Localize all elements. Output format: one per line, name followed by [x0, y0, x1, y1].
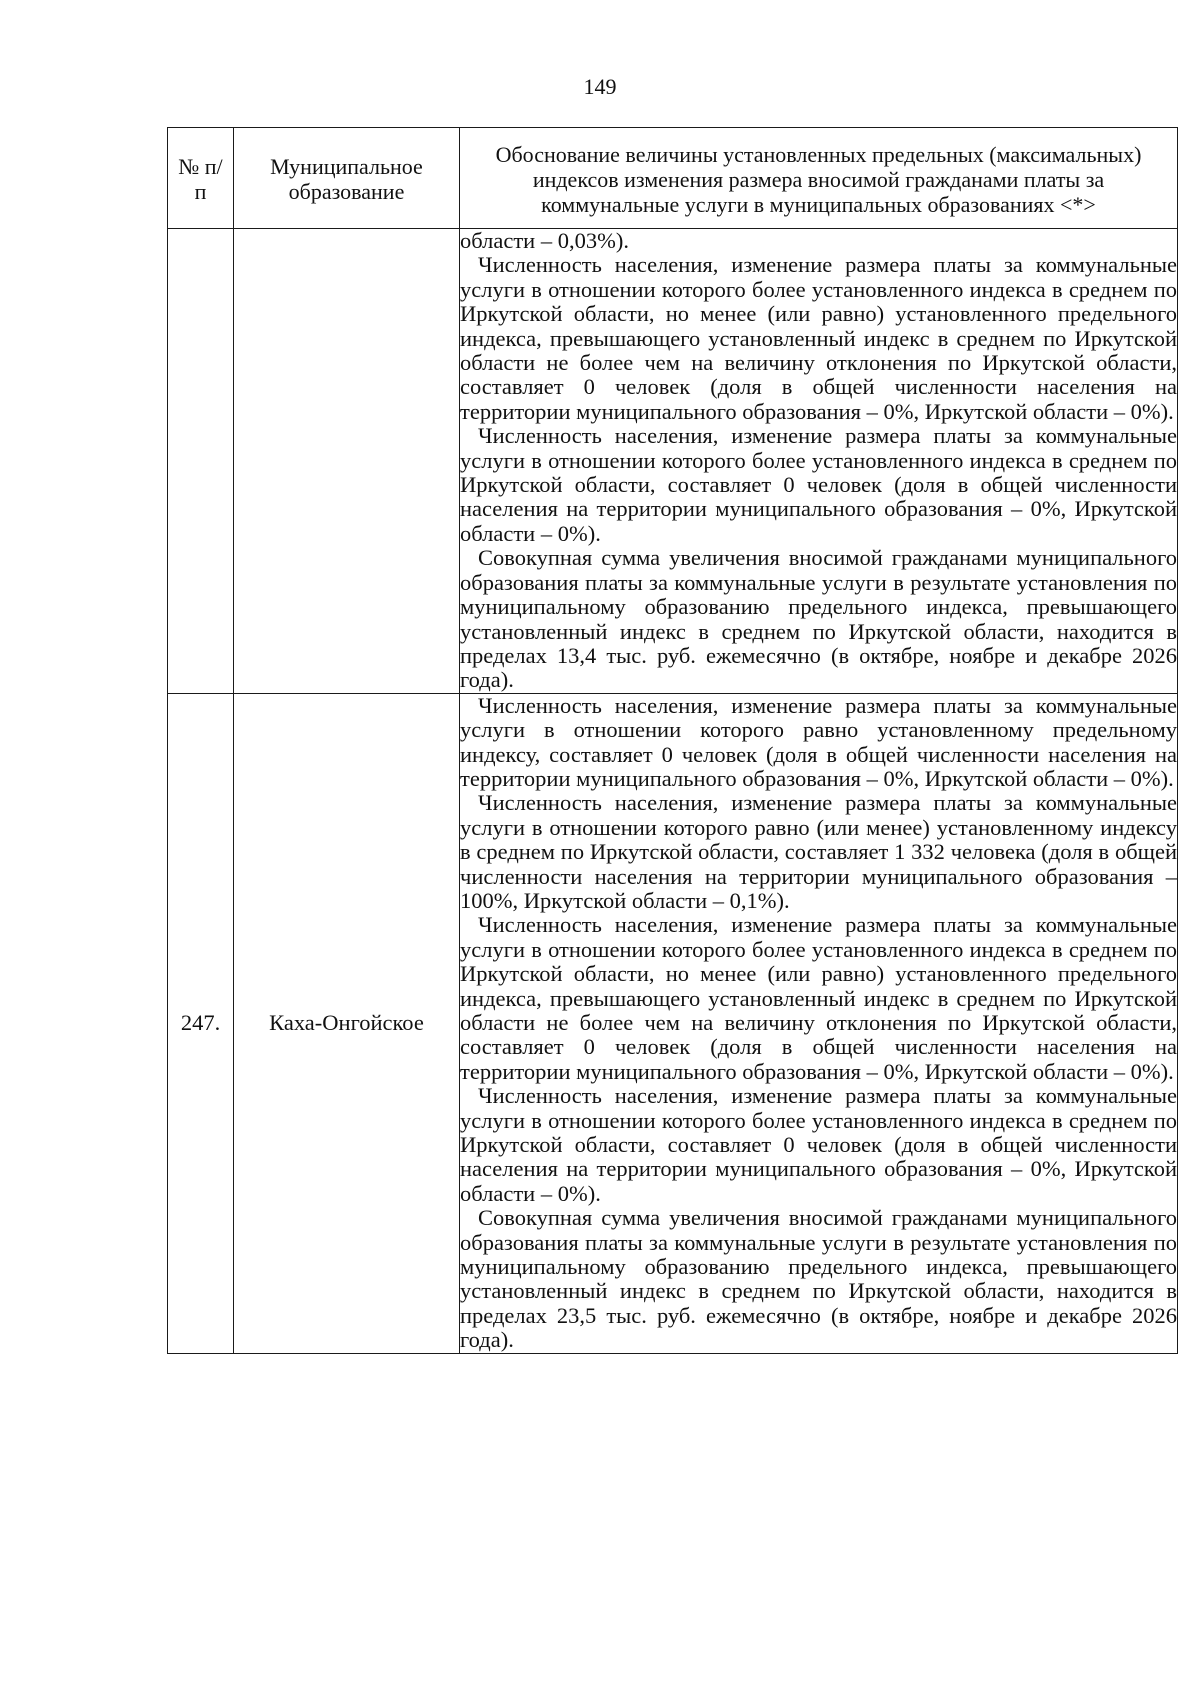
- row-justification: [460, 693, 1178, 1353]
- justification-paragraph: Численность населения, изменение размера платы за коммунальные услуги в отношении которого более установленного индекса в среднем по Иркутской области, но менее (или равно) установленного предельного индекса, превышающего установленный индекс в среднем по Иркутской области не более чем на величину отклонения по Иркутской области, составляет 0 человек (доля в общей численности населения на территории муниципального образования – 0%, Иркутской области – 0%).: [460, 252, 1177, 424]
- justification-paragraph: Численность населения, изменение размера платы за коммунальные услуги в отношении которого равно (или менее) установленному индексу в среднем по Иркутской области, составляет 1 332 человека (доля в общей численности населения на территории муниципального образования – 100%, Иркутской области – 0,1%).: [460, 790, 1177, 913]
- header-justification: Обоснование величины установленных предельных (максимальных) индексов изменения размера вносимой гражданами платы за коммунальные услуги в муниципальных образованиях <*>: [460, 128, 1178, 229]
- row-justification: [460, 229, 1178, 694]
- justification-paragraph: области – 0,03%).: [460, 228, 629, 253]
- header-municipality: Муниципальное образование: [234, 128, 460, 229]
- indices-table: [167, 127, 1178, 1354]
- row-municipality: Каха-Онгойское: [234, 693, 460, 1353]
- table-row: [168, 693, 1178, 1353]
- table-header-row: [168, 128, 1178, 229]
- header-number: № п/п: [168, 128, 234, 229]
- justification-paragraph: Численность населения, изменение размера платы за коммунальные услуги в отношении которого более установленного индекса в среднем по Иркутской области, но менее (или равно) установленного предельного индекса, превышающего установленный индекс в среднем по Иркутской области не более чем на величину отклонения по Иркутской области, составляет 0 человек (доля в общей численности населения на территории муниципального образования – 0%, Иркутской области – 0%).: [460, 912, 1177, 1084]
- row-municipality: [234, 229, 460, 694]
- row-number: [168, 229, 234, 694]
- row-number: 247.: [168, 693, 234, 1353]
- justification-paragraph: Совокупная сумма увеличения вносимой гражданами муниципального образования платы за коммунальные услуги в результате установления по муниципальному образованию предельного индекса, превышающего установленный индекс в среднем по Иркутской области, находится в пределах 23,5 тыс. руб. ежемесячно (в октябре, ноябре и декабре 2026 года).: [460, 1205, 1177, 1353]
- justification-paragraph: Совокупная сумма увеличения вносимой гражданами муниципального образования платы за коммунальные услуги в результате установления по муниципальному образованию предельного индекса, превышающего установленный индекс в среднем по Иркутской области, находится в пределах 13,4 тыс. руб. ежемесячно (в октябре, ноябре и декабре 2026 года).: [460, 545, 1177, 693]
- table-row: [168, 229, 1178, 694]
- page-number: 149: [583, 74, 617, 99]
- justification-paragraph: Численность населения, изменение размера платы за коммунальные услуги в отношении которого равно установленному предельному индексу, составляет 0 человек (доля в общей численности населения на территории муниципального образования – 0%, Иркутской области – 0%).: [460, 692, 1177, 791]
- justification-paragraph: Численность населения, изменение размера платы за коммунальные услуги в отношении которого более установленного индекса в среднем по Иркутской области, составляет 0 человек (доля в общей численности населения на территории муниципального образования – 0%, Иркутской области – 0%).: [460, 423, 1177, 546]
- justification-paragraph: Численность населения, изменение размера платы за коммунальные услуги в отношении которого более установленного индекса в среднем по Иркутской области, составляет 0 человек (доля в общей численности населения на территории муниципального образования – 0%, Иркутской области – 0%).: [460, 1083, 1177, 1206]
